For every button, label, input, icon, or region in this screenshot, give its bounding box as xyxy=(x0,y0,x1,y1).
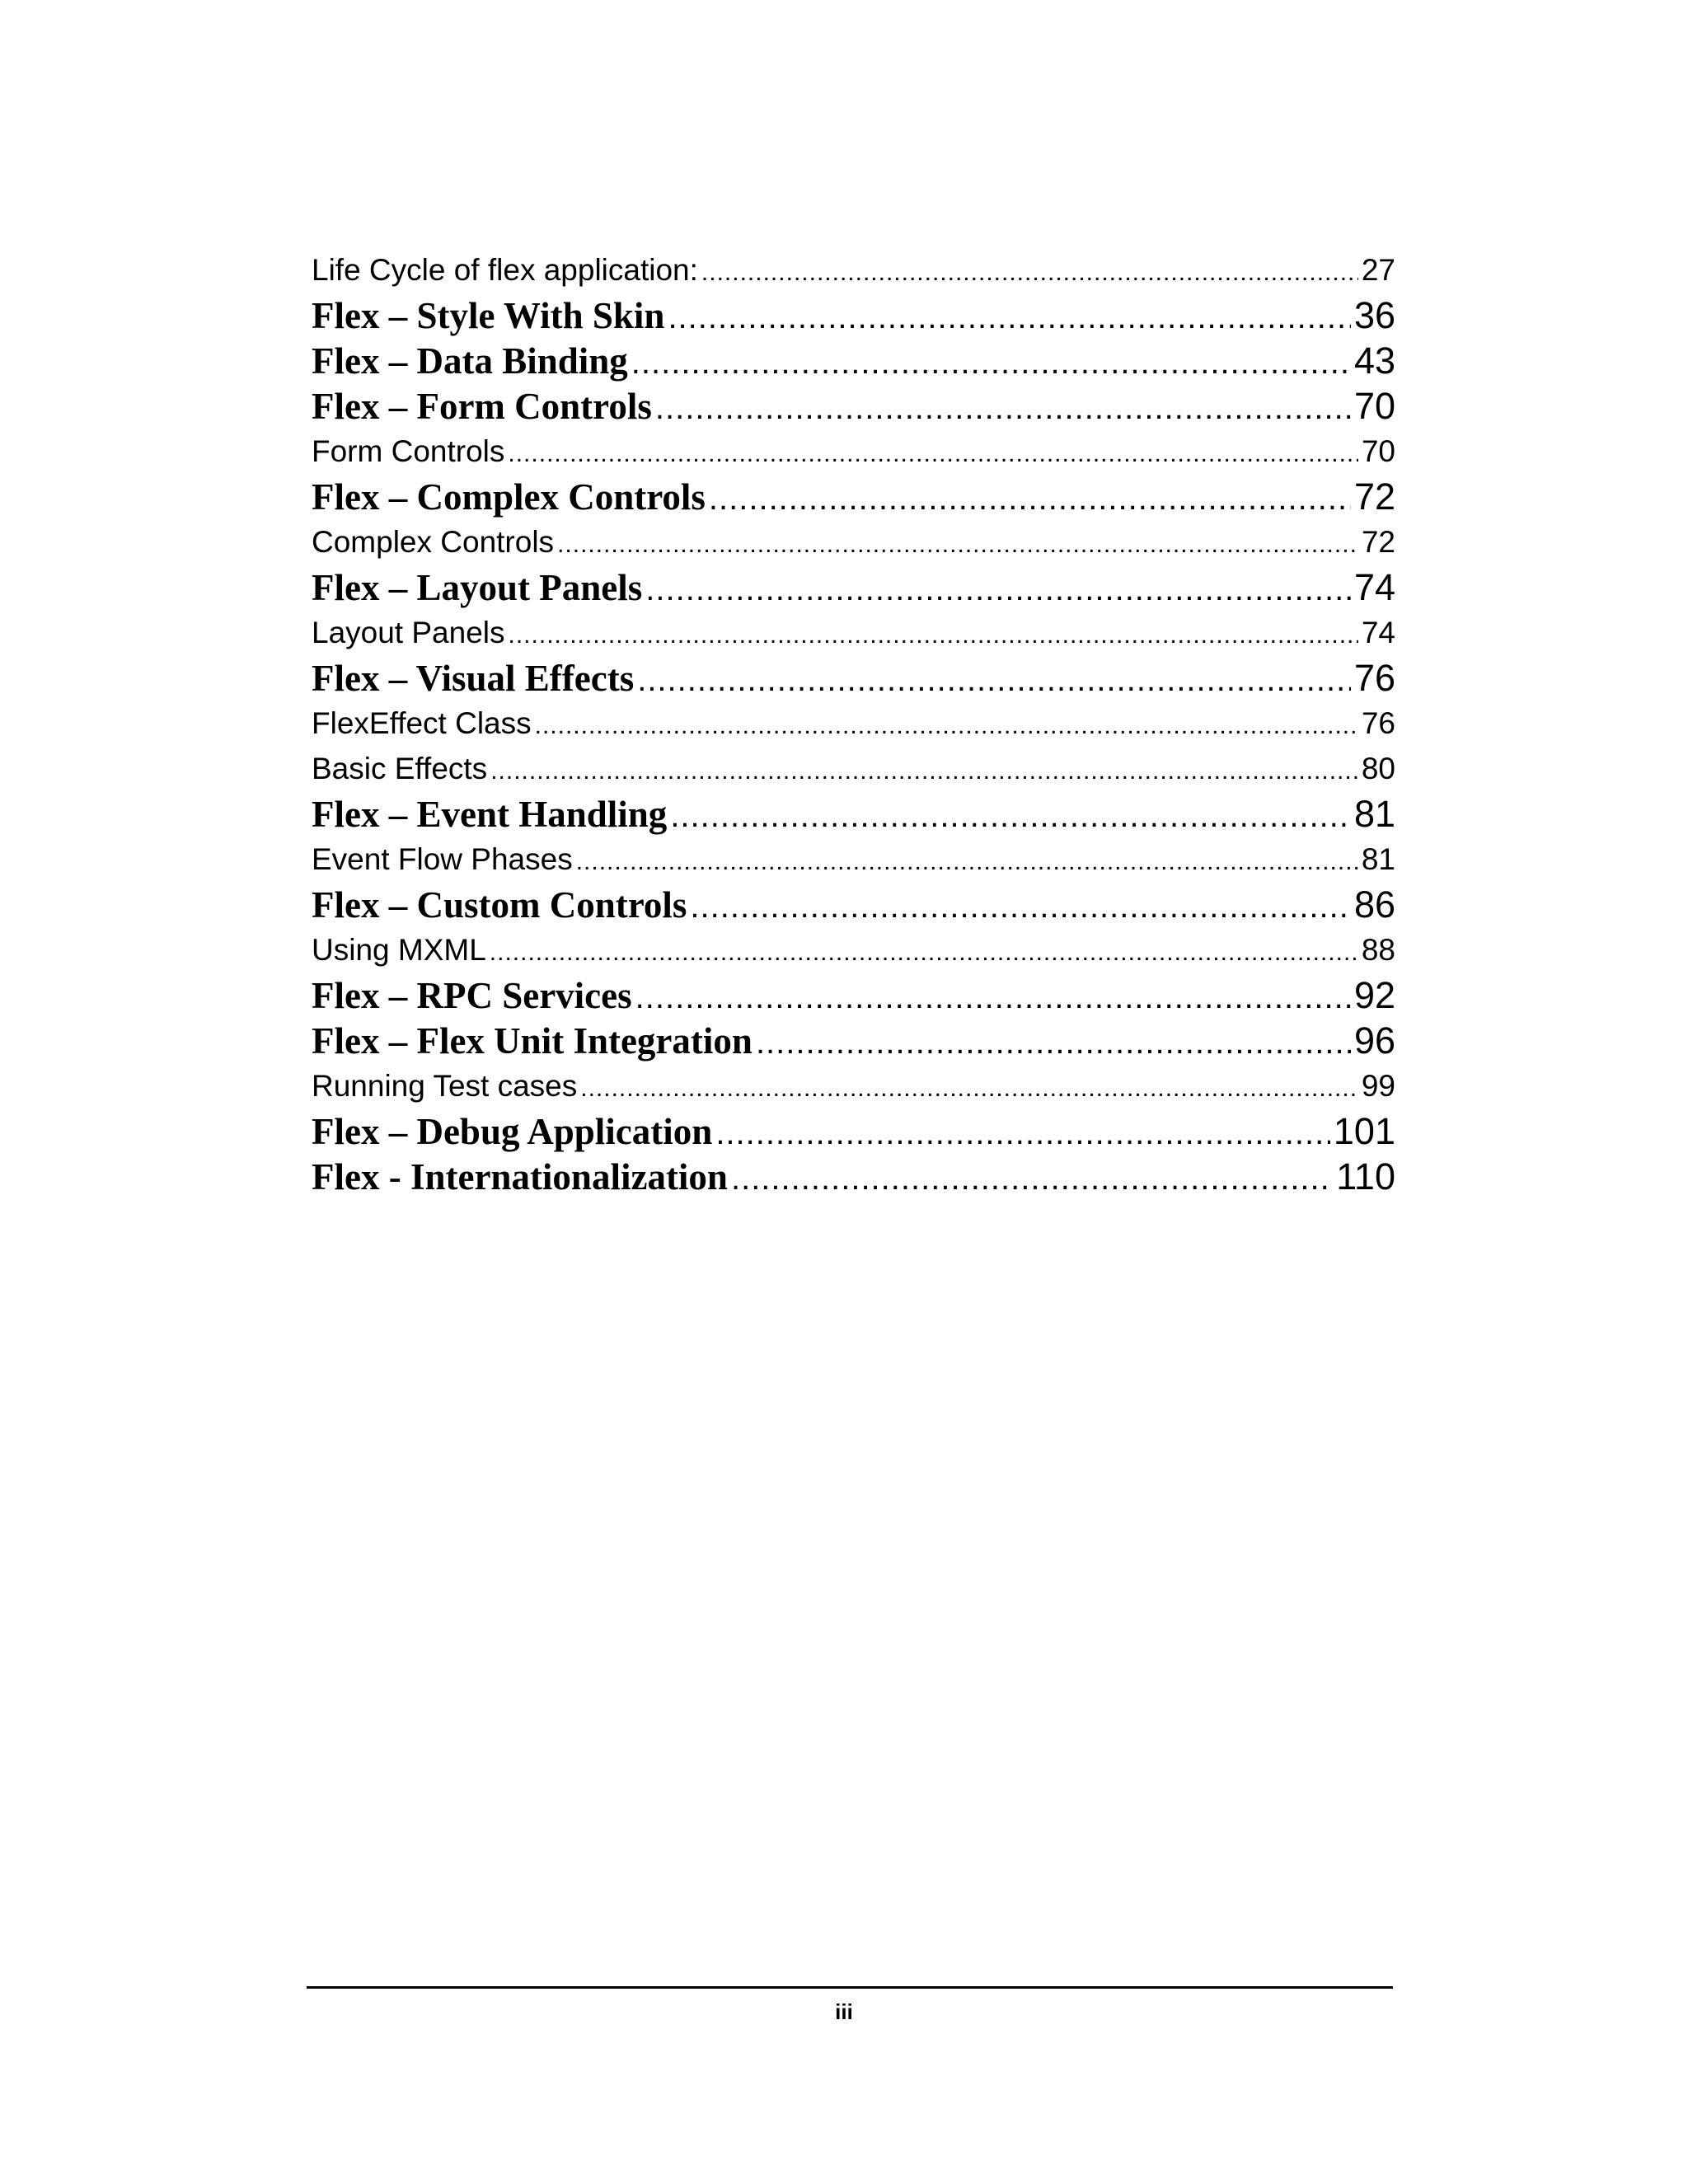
toc-chapter-entry[interactable] xyxy=(312,1154,1395,1199)
toc-dot-leader xyxy=(631,340,1351,386)
toc-entry-page-number: 74 xyxy=(1353,566,1395,608)
toc-dot-leader xyxy=(580,1066,1358,1111)
toc-dot-leader xyxy=(709,476,1351,522)
toc-chapter-entry[interactable] xyxy=(312,1018,1395,1063)
toc-entry-page-number: 96 xyxy=(1353,1019,1395,1062)
toc-entry-title: Flex – RPC Services xyxy=(312,975,632,1016)
toc-chapter-entry[interactable] xyxy=(312,565,1395,610)
toc-entry-title: Flex – Event Handling xyxy=(312,794,668,835)
toc-entry-title: Flex – Data Binding xyxy=(312,340,628,382)
toc-dot-leader xyxy=(635,975,1351,1020)
toc-dot-leader xyxy=(655,386,1351,431)
toc-entry-page-number: 74 xyxy=(1361,616,1395,649)
toc-dot-leader xyxy=(756,1020,1351,1066)
toc-entry-title: Life Cycle of flex application: xyxy=(312,253,698,287)
toc-dot-leader xyxy=(557,522,1358,567)
toc-entry-page-number: 86 xyxy=(1353,883,1395,926)
toc-entry-title: Using MXML xyxy=(312,933,486,967)
toc-dot-leader xyxy=(715,1111,1330,1156)
toc-entry-title: Flex – Debug Application xyxy=(312,1111,713,1152)
toc-section-entry[interactable] xyxy=(312,429,1395,474)
toc-entry-page-number: 92 xyxy=(1353,974,1395,1016)
toc-entry-page-number: 81 xyxy=(1361,842,1395,876)
toc-entry-title: Flex – Form Controls xyxy=(312,386,652,427)
toc-entry-title: Flex – Flex Unit Integration xyxy=(312,1020,753,1062)
toc-entry-title: Flex – Complex Controls xyxy=(312,476,706,518)
toc-entry-page-number: 36 xyxy=(1353,294,1395,336)
toc-chapter-entry[interactable] xyxy=(312,791,1395,837)
toc-entry-page-number: 80 xyxy=(1361,752,1395,785)
toc-dot-leader xyxy=(645,567,1351,612)
toc-entry-title: Flex – Custom Controls xyxy=(312,884,687,926)
toc-dot-leader xyxy=(701,250,1358,295)
toc-entry-title: Flex – Style With Skin xyxy=(312,295,665,336)
toc-chapter-entry[interactable] xyxy=(312,474,1395,519)
toc-entry-title: Layout Panels xyxy=(312,616,505,649)
toc-entry-page-number: 76 xyxy=(1353,657,1395,699)
toc-dot-leader xyxy=(690,884,1351,930)
toc-entry-title: Flex – Visual Effects xyxy=(312,658,635,699)
toc-chapter-entry[interactable] xyxy=(312,655,1395,701)
toc-chapter-entry[interactable] xyxy=(312,972,1395,1018)
footer-divider xyxy=(307,1986,1393,1989)
toc-dot-leader xyxy=(508,431,1357,476)
toc-entry-page-number: 70 xyxy=(1361,434,1395,468)
toc-entry-page-number: 27 xyxy=(1361,253,1395,287)
toc-section-entry[interactable] xyxy=(312,927,1395,972)
toc-chapter-entry[interactable] xyxy=(312,1108,1395,1154)
toc-dot-leader xyxy=(731,1156,1333,1202)
toc-section-entry[interactable] xyxy=(312,746,1395,791)
toc-dot-leader xyxy=(668,295,1351,340)
table-of-contents xyxy=(312,247,1395,1199)
toc-entry-title: FlexEffect Class xyxy=(312,706,532,740)
toc-entry-title: Flex – Layout Panels xyxy=(312,567,643,608)
toc-section-entry[interactable] xyxy=(312,519,1395,565)
toc-entry-page-number: 101 xyxy=(1333,1110,1395,1152)
toc-entry-page-number: 88 xyxy=(1361,933,1395,967)
toc-entry-title: Complex Controls xyxy=(312,525,555,559)
toc-section-entry[interactable] xyxy=(312,247,1395,293)
toc-entry-page-number: 81 xyxy=(1353,793,1395,835)
toc-dot-leader xyxy=(637,658,1351,703)
toc-chapter-entry[interactable] xyxy=(312,882,1395,927)
toc-entry-page-number: 76 xyxy=(1361,706,1395,740)
toc-entry-title: Basic Effects xyxy=(312,752,488,785)
toc-entry-title: Running Test cases xyxy=(312,1069,578,1103)
toc-chapter-entry[interactable] xyxy=(312,383,1395,429)
toc-entry-title: Flex - Internationalization xyxy=(312,1156,728,1197)
toc-dot-leader xyxy=(509,612,1358,658)
toc-section-entry[interactable] xyxy=(312,837,1395,882)
toc-section-entry[interactable] xyxy=(312,610,1395,655)
toc-section-entry[interactable] xyxy=(312,1063,1395,1108)
toc-entry-page-number: 72 xyxy=(1353,476,1395,518)
toc-section-entry[interactable] xyxy=(312,701,1395,746)
toc-entry-page-number: 43 xyxy=(1353,340,1395,382)
toc-entry-title: Event Flow Phases xyxy=(312,842,573,876)
toc-entry-page-number: 110 xyxy=(1336,1155,1395,1197)
footer-page-number: iii xyxy=(835,1999,853,2024)
toc-dot-leader xyxy=(535,703,1358,748)
toc-chapter-entry[interactable] xyxy=(312,293,1395,338)
toc-dot-leader xyxy=(490,930,1358,975)
toc-entry-page-number: 72 xyxy=(1361,525,1395,559)
toc-dot-leader xyxy=(490,748,1358,794)
toc-dot-leader xyxy=(670,794,1351,839)
toc-chapter-entry[interactable] xyxy=(312,338,1395,383)
toc-entry-page-number: 70 xyxy=(1353,385,1395,427)
toc-dot-leader xyxy=(576,839,1358,884)
toc-entry-page-number: 99 xyxy=(1361,1069,1395,1103)
toc-entry-title: Form Controls xyxy=(312,434,505,468)
